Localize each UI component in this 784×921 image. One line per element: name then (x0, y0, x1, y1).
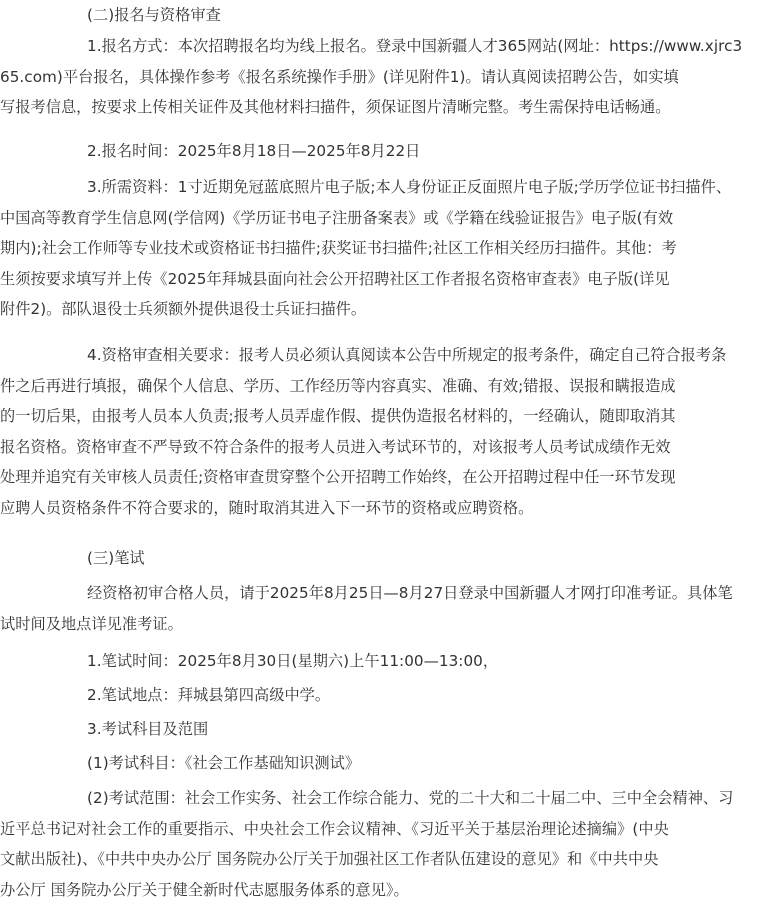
paragraph-exam-scope (0, 783, 772, 905)
paragraph-registration-method (0, 31, 772, 123)
paragraph-line: 文献出版社)、《中共中央办公厅 国务院办公厅关于加强社区工作者队伍建设的意见》和《中共中央 (0, 850, 659, 868)
paragraph-line: 期内);社会工作师等专业技术或资格证书扫描件;获奖证书扫描件;社区工作相关经历扫描件。其他：考 (0, 239, 677, 257)
paragraph-line: (2)考试范围：社会工作实务、社会工作综合能力、党的二十大和二十届二中、三中全会精神、习 (87, 789, 734, 807)
paragraph-required-materials (0, 172, 772, 325)
paragraph-exam-location (0, 680, 784, 711)
paragraph-line: 2.笔试地点：拜城县第四高级中学。 (87, 686, 331, 704)
paragraph-exam-subjects-heading (0, 714, 784, 745)
paragraph-line: 的一切后果，由报考人员本人负责;报考人员弄虚作假、提供伪造报名材料的，一经确认，随即取消其 (0, 407, 676, 425)
paragraph-line: 生须按要求填写并上传《2025年拜城县面向社会公开招聘社区工作者报名资格审查表》电子版(详见 (0, 269, 670, 288)
section-heading-registration (0, 0, 784, 31)
paragraph-line: 经资格初审合格人员，请于2025年8月25日—8月27日登录中国新疆人才网打印准考证。具体笔 (87, 584, 733, 602)
section-heading-written-exam (0, 543, 784, 574)
paragraph-line: 附件2)。部队退役士兵须额外提供退役士兵证扫描件。 (0, 300, 367, 318)
paragraph-line: 3.所需资料：1寸近期免冠蓝底照片电子版;本人身份证正反面照片电子版;学历学位证书扫描件、 (87, 178, 732, 196)
paragraph-line: 写报考信息，按要求上传相关证件及其他材料扫描件，须保证图片清晰完整。考生需保持电话畅通。 (0, 98, 671, 116)
paragraph-line: 65.com)平台报名，具体操作参考《报名系统操作手册》(详见附件1)。请认真阅读招聘公告，如实填 (0, 67, 679, 86)
paragraph-line: 报名资格。资格审查不严导致不符合条件的报考人员进入考试环节的，对该报考人员考试成绩作无效 (0, 437, 671, 456)
paragraph-line: 应聘人员资格条件不符合要求的，随时取消其进入下一环节的资格或应聘资格。 (0, 498, 534, 517)
paragraph-line: (1)考试科目：《社会工作基础知识测试》 (87, 754, 361, 772)
paragraph-line: 近平总书记对社会工作的重要指示、中央社会工作会议精神、《习近平关于基层治理论述摘编》(中央 (0, 819, 669, 838)
paragraph-exam-time (0, 646, 784, 677)
paragraph-line: 处理并追究有关审核人员责任;资格审查贯穿整个公开招聘工作始终，在公开招聘过程中任一环节发现 (0, 468, 676, 486)
paragraph-registration-time (0, 136, 784, 167)
paragraph-line: 1.报名方式：本次招聘报名均为线上报名。登录中国新疆人才365网站(网址：https://www.xjrc3 (87, 37, 743, 55)
paragraph-line: 3.考试科目及范围 (87, 720, 209, 738)
paragraph-line: 4.资格审查相关要求：报考人员必须认真阅读本公告中所规定的报考条件，确定自己符合报考条 (87, 346, 727, 364)
paragraph-exam-subject (0, 748, 784, 779)
paragraph-line: 中国高等教育学生信息网(学信网)《学历证书电子注册备案表》或《学籍在线验证报告》电子版(有效 (0, 208, 674, 227)
section-heading-text: (三)笔试 (87, 549, 145, 567)
paragraph-exam-intro (0, 578, 772, 639)
paragraph-qualification-review (0, 340, 772, 523)
paragraph-line: 1.笔试时间：2025年8月30日(星期六)上午11:00—13:00， (87, 652, 499, 670)
paragraph-line: 件之后再进行填报，确保个人信息、学历、工作经历等内容真实、准确、有效;错报、误报和瞒报造成 (0, 376, 676, 395)
paragraph-line: 试时间及地点详见准考证。 (0, 614, 183, 633)
paragraph-line: 办公厅 国务院办公厅关于健全新时代志愿服务体系的意见》。 (0, 880, 409, 899)
paragraph-line: 2.报名时间：2025年8月18日—2025年8月22日 (87, 142, 421, 160)
section-heading-text: (二)报名与资格审查 (87, 6, 221, 24)
